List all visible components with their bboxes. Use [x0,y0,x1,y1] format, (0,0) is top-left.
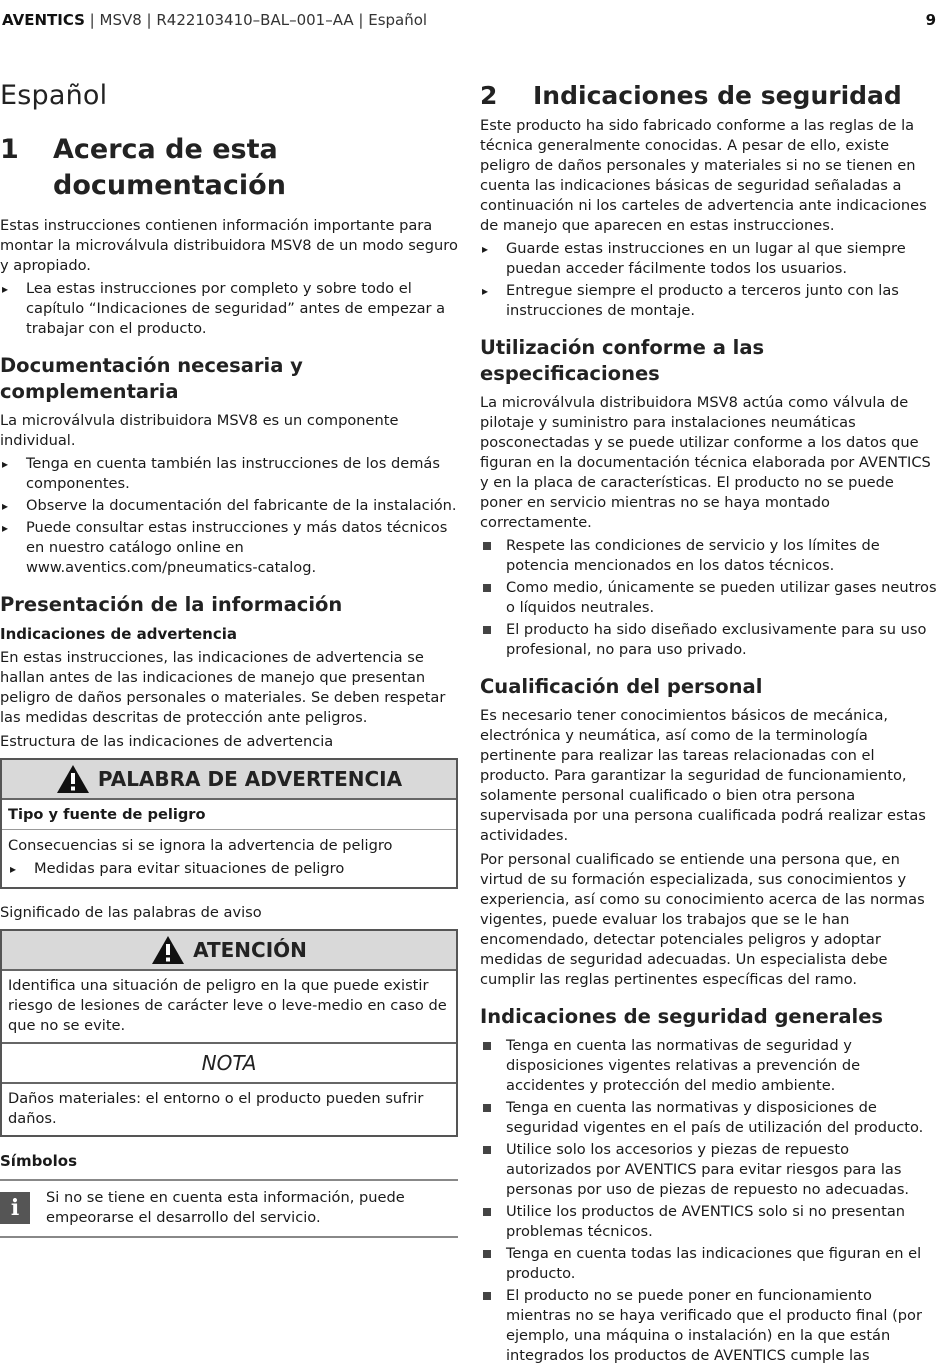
chapter-1-heading [0,132,458,204]
chapter-1-list [0,279,458,339]
warnings-text: En estas instrucciones, las indicaciones de advertencia se hallan antes de las indicaciones de manejo que presentan peligro de daños personales o materiales. Se deben respetar las medidas descritas de protección ante peligros. [0,649,446,726]
document-meta: | MSV8 | R422103410–BAL–001–AA | Español [84,11,428,29]
right-column [480,78,938,1368]
chapter-2-intro: Este producto ha sido fabricado conforme a las reglas de la técnica generalmente conocidas. A pesar de ello, existe peligro de daños personales y materiales si no se tienen en cuenta las indicaciones básicas de seguridad señaladas a continuación ni los carteles de advertencia ante indicaciones de manejo que aparecen en estas instrucciones. [480,117,927,234]
list-item: ▸ Entregue siempre el producto a terceros junto con las instrucciones de montaje. [480,281,938,321]
warning-box-body [2,800,456,887]
page-number: 9 [925,11,936,29]
brand-name: AVENTICS [2,11,85,29]
list-item: Tenga en cuenta todas las indicaciones que figuran en el producto. [480,1244,938,1284]
left-column [0,78,458,1238]
docs-heading: Documentación necesaria y complementaria [0,354,303,403]
symbols-heading: Símbolos [0,1152,77,1170]
chapter-title [53,132,286,204]
warning-triangle-icon [56,764,90,794]
list-item: ▸ Puede consultar estas instrucciones y más datos técnicos en nuestro catálogo online en www.aventics.com/pneumatics-catalog. [0,518,458,578]
structure-label: Estructura de las indicaciones de advertencia [0,733,334,750]
chapter-title: Indicaciones de seguridad [533,81,902,110]
language-title: Español [0,80,108,111]
presentation-heading: Presentación de la información [0,593,343,616]
chapter-title-line2: documentación [53,170,286,201]
list-item: ▸ Observe la documentación del fabricante de la instalación. [0,496,458,516]
signal-words-box [0,929,458,1137]
note-word: NOTA [201,1051,257,1075]
note-header [2,1044,456,1084]
attention-header [2,931,456,971]
general-heading: Indicaciones de seguridad generales [480,1005,884,1028]
chapter-2-heading [480,78,938,114]
hazard-measures [8,859,450,879]
list-item: El producto ha sido diseñado exclusivamente para su uso profesional, no para uso privado. [480,620,938,660]
attention-text: Identifica una situación de peligro en la que puede existir riesgo de lesiones de carácter leve o leve-medio en caso de que no se evite. [8,977,447,1034]
list-item: ▸ Lea estas instrucciones por completo y sobre todo el capítulo “Indicaciones de seguridad” antes de empezar a trabajar con el producto. [0,279,458,339]
list-item: El producto no se puede poner en funcionamiento mientras no se haya verificado que el producto final (por ejemplo, una máquina o instalación) en la que están integrados los productos de AVENTICS cumple las [480,1286,938,1366]
list-item: Utilice los productos de AVENTICS solo si no presentan problemas técnicos. [480,1202,938,1242]
signal-word: PALABRA DE ADVERTENCIA [97,767,403,791]
chapter-number: 1 [0,134,19,165]
page-header [2,11,936,33]
docs-intro: La microválvula distribuidora MSV8 es un componente individual. [0,412,399,449]
list-item: Tenga en cuenta las normativas y disposiciones de seguridad vigentes en el país de utilización del producto. [480,1098,938,1138]
staff-heading: Cualificación del personal [480,675,763,698]
hazard-consequence: Consecuencias si se ignora la advertencia de peligro [8,837,393,854]
meaning-label: Significado de las palabras de aviso [0,904,262,921]
list-item: ▸ Guarde estas instrucciones en un lugar al que siempre puedan acceder fácilmente todos los usuarios. [480,239,938,279]
use-text: La microválvula distribuidora MSV8 actúa como válvula de pilotaje y suministro para instalaciones neumáticas posconectadas y se puede utilizar conforme a los datos que figuran en la documentación técnica elaborada por AVENTICS y en la placa de características. El producto no se puede poner en servicio mientras no se haya montado correctamente. [480,394,931,531]
list-item: ▸ Tenga en cuenta también las instrucciones de los demás componentes. [0,454,458,494]
chapter-1-intro: Estas instrucciones contienen información importante para montar la microválvula distribuidora MSV8 de un modo seguro y apropiado. [0,217,458,274]
attention-word: ATENCIÓN [193,938,307,962]
info-text: Si no se tiene en cuenta esta información, puede empeorarse el desarrollo del servicio. [46,1189,405,1226]
warning-box-header [2,760,456,800]
info-icon: i [0,1192,30,1224]
warning-triangle-icon [151,935,185,965]
attention-body [2,971,456,1042]
list-item: Como medio, únicamente se pueden utilizar gases neutros o líquidos neutrales. [480,578,938,618]
warnings-subheading: Indicaciones de advertencia [0,625,238,643]
chapter-2-list [480,239,938,321]
list-item: Utilice solo los accesorios y piezas de repuesto autorizados por AVENTICS para evitar riesgos para las personas por uso de piezas de repuesto no adecuadas. [480,1140,938,1200]
note-body [2,1084,456,1135]
list-item: Respete las condiciones de servicio y los límites de potencia mencionados en los datos técnicos. [480,536,938,576]
note-text: Daños materiales: el entorno o el producto pueden sufrir daños. [8,1090,424,1127]
docs-list [0,454,458,578]
use-heading: Utilización conforme a las especificaciones [480,336,765,385]
staff-para-2: Por personal cualificado se entiende una persona que, en virtud de su formación especializada, sus conocimientos y experiencia, así como su conocimiento acerca de las normas vigentes, puede evaluar los trabajos que se le han encomendado, detectar potenciales peligros y adoptar medidas de seguridad adecuadas. Un especialista debe cumplir las reglas pertinentes específicas del ramo. [480,851,925,988]
list-item: Tenga en cuenta las normativas de seguridad y disposiciones vigentes relativas a prevención de accidentes y protección del medio ambiente. [480,1036,938,1096]
use-list [480,536,938,660]
general-list [480,1036,938,1366]
chapter-number: 2 [480,81,498,110]
warning-structure-box [0,758,458,889]
chapter-title-line1: Acerca de esta [53,134,278,165]
hazard-type: Tipo y fuente de peligro [2,805,456,830]
staff-para-1: Es necesario tener conocimientos básicos de mecánica, electrónica y neumática, así como de la terminología pertinente para realizar las tareas relacionadas con el producto. Para garantizar la seguridad de funcionamiento, solamente personal cualificado o bien otra persona supervisada por una persona cualificada podrá realizar estas actividades. [480,707,926,844]
list-item: ▸ Medidas para evitar situaciones de peligro [8,859,450,879]
info-symbol-row [0,1179,458,1238]
